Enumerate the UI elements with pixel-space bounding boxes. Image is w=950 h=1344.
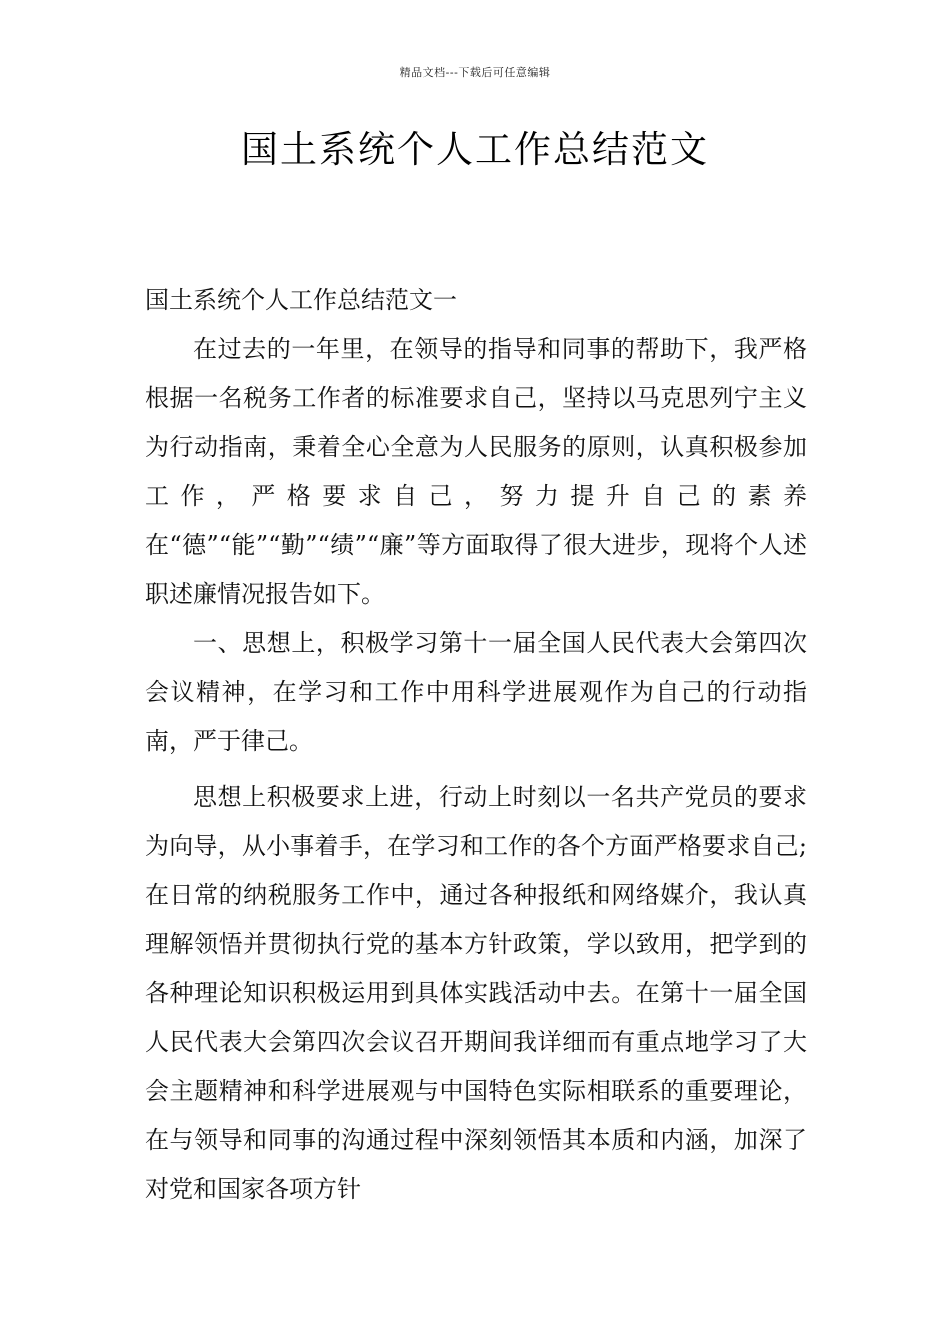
paragraph-intro: 在过去的一年里，在领导的指导和同事的帮助下，我严格根据一名税务工作者的标准要求自己，坚持以马克思列宁主义为行动指南，秉着全心全意为人民服务的原则，认真积极参加工作，严格要求自己，努力提升自己的素养在“德”“能”“勤”“绩”“廉”等方面取得了很大进步，现将个人述职述廉情况报告如下。 xyxy=(145,335,807,608)
paragraph-practice: 思想上积极要求上进，行动上时刻以一名共产党员的要求为向导，从小事着手，在学习和工作的各个方面严格要求自己;在日常的纳税服务工作中，通过各种报纸和网络媒介，我认真理解领悟并贯彻执行党的基本方针政策，学以致用，把学到的各种理论知识积极运用到具体实践活动中去。在第十一届全国人民代表大会第四次会议召开期间我详细而有重点地学习了大会主题精神和科学进展观与中国特色实际相联系的重要理论，在与领导和同事的沟通过程中深刻领悟其本质和内涵，加深了对党和国家各项方针 xyxy=(145,783,807,1203)
paragraph-thought: 一、思想上，积极学习第十一届全国人民代表大会第四次会议精神，在学习和工作中用科学进展观作为自己的行动指南，严于律己。 xyxy=(145,629,807,755)
section-heading: 国土系统个人工作总结范文一 xyxy=(145,286,457,314)
document-body xyxy=(145,276,807,1214)
document-title: 国土系统个人工作总结范文 xyxy=(241,128,709,171)
header-note: 精品文档---下载后可任意编辑 xyxy=(399,66,551,79)
